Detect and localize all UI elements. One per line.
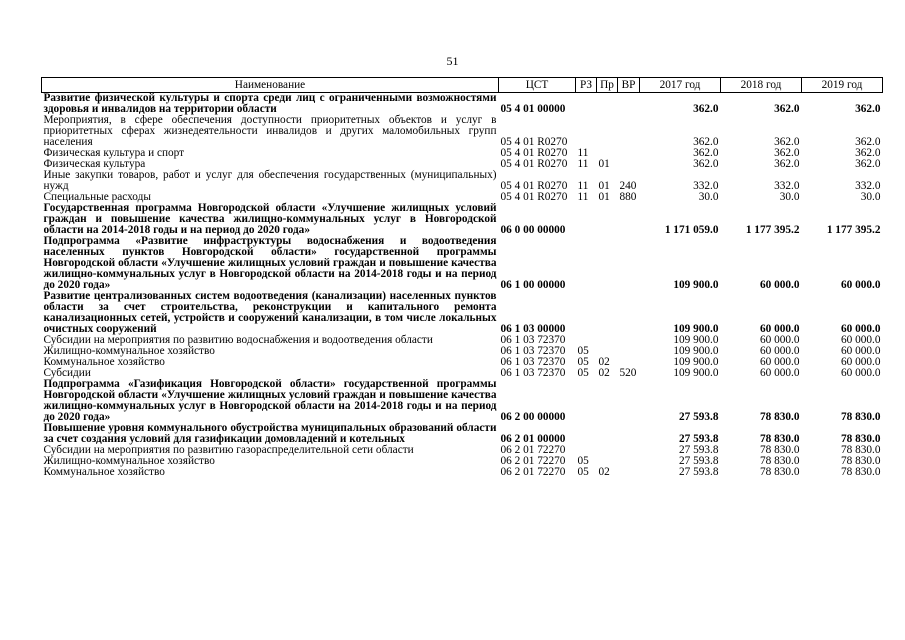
- row-2018: 78 830.0: [759, 433, 800, 445]
- row-2017: 1 171 059.0: [664, 224, 719, 236]
- row-cst: 05 4 01 R0270: [500, 158, 568, 170]
- row-name: Подпрограмма «Развитие инфраструктуры водоснабжения и водоотведения населенных пунктов Новгородской области» государственной программы Новгородской области «Улучшение жилищных условий граждан и повышение качества жилищно-коммунальных услуг в Новгородской области на 2014-2018 годы и на период до 2020 года»: [43, 235, 497, 291]
- row-cst: 06 1 03 72370: [500, 334, 566, 346]
- row-name: Подпрограмма «Газификация Новгородской области» государственной программы Новгородской области «Улучшение жилищных условий граждан и повышение качества жилищно-коммунальных услуг в Новгородской области на 2014-2018 годы и на период до 2020 года»: [43, 378, 497, 423]
- row-name: Физическая культура и спорт: [43, 147, 185, 159]
- row-rz: 05: [577, 466, 589, 478]
- budget-table: [41, 77, 883, 478]
- row-2017: 362.0: [693, 158, 719, 170]
- row-rz: [576, 115, 597, 148]
- row-2019: 60 000.0: [840, 323, 881, 335]
- row-rz: 11: [577, 180, 589, 192]
- row-rz: 11: [577, 191, 589, 203]
- table-row: [42, 236, 883, 291]
- row-2019: 30.0: [860, 191, 881, 203]
- row-cst: 06 1 03 00000: [500, 323, 566, 335]
- row-name: Субсидии на мероприятия по развитию газораспределительной сети области: [43, 444, 414, 456]
- row-2017: 109 900.0: [673, 345, 719, 357]
- row-cst: 06 1 00 00000: [500, 279, 566, 291]
- row-name: Иные закупки товаров, работ и услуг для обеспечения государственных (муниципальных) нужд: [43, 169, 497, 192]
- row-pr: 02: [598, 466, 610, 478]
- row-rz: 05: [577, 367, 589, 379]
- row-pr: 01: [598, 180, 610, 192]
- row-cst: 06 1 03 72370: [500, 345, 566, 357]
- row-2018: 60 000.0: [759, 323, 800, 335]
- table-row: [42, 456, 883, 467]
- row-name: Коммунальное хозяйство: [43, 466, 165, 478]
- row-name: Коммунальное хозяйство: [43, 356, 165, 368]
- row-2019: 78 830.0: [840, 466, 881, 478]
- row-cst: 06 0 00 00000: [500, 224, 566, 236]
- row-vr: [618, 379, 640, 423]
- row-2018: 362.0: [774, 103, 800, 115]
- row-2017: 109 900.0: [673, 367, 719, 379]
- header-name: Наименование: [42, 78, 499, 93]
- row-2017: 109 900.0: [673, 323, 719, 335]
- table-row: [42, 93, 883, 116]
- row-name: Развитие физической культуры и спорта среди лиц с ограниченными возможностями здоровья и инвалидов на территории области: [43, 92, 497, 115]
- row-2018: 78 830.0: [759, 466, 800, 478]
- row-name: Мероприятия, в сфере обеспечения доступности приоритетных объектов и услуг в приоритетных сферах жизнедеятельности инвалидов и других маломобильных групп населения: [43, 114, 497, 148]
- table-row: [42, 423, 883, 445]
- row-name: Жилищно-коммунальное хозяйство: [43, 345, 215, 357]
- row-2018: 362.0: [774, 158, 800, 170]
- row-2019: 332.0: [855, 180, 881, 192]
- row-name: Развитие централизованных систем водоотведения (канализации) населенных пунктов области за счет строительства, реконструкции и капитального ремонта канализационных сетей, устройств и сооружений канализации, в том числе локальных очистных сооружений: [43, 290, 497, 335]
- row-2019: 78 830.0: [840, 444, 881, 456]
- row-2019: 362.0: [855, 136, 881, 148]
- row-2018: 362.0: [774, 136, 800, 148]
- table-header-row: [42, 78, 883, 93]
- row-2019: 362.0: [855, 147, 881, 159]
- table-row: [42, 346, 883, 357]
- header-2019: 2019 год: [802, 78, 883, 93]
- row-2019: 60 000.0: [840, 367, 881, 379]
- row-vr: [618, 159, 640, 170]
- row-2017: 27 593.8: [678, 433, 719, 445]
- row-cst: 06 2 00 00000: [500, 411, 566, 423]
- row-cst: 06 1 03 72370: [500, 356, 566, 368]
- row-name: Специальные расходы: [43, 191, 151, 203]
- table-row: [42, 170, 883, 192]
- row-vr: [618, 203, 640, 236]
- row-2018: 60 000.0: [759, 367, 800, 379]
- row-pr: 02: [598, 367, 610, 379]
- row-rz: 11: [577, 147, 589, 159]
- table-row: [42, 148, 883, 159]
- row-pr: 02: [598, 356, 610, 368]
- row-2019: 60 000.0: [840, 279, 881, 291]
- row-vr: [618, 346, 640, 357]
- row-2018: 78 830.0: [759, 455, 800, 467]
- row-2019: 78 830.0: [840, 433, 881, 445]
- table-row: [42, 467, 883, 478]
- row-cst: 06 2 01 72270: [500, 455, 566, 467]
- row-cst: 05 4 01 R0270: [500, 180, 568, 192]
- row-cst: 06 2 01 00000: [500, 433, 566, 445]
- row-2018: 362.0: [774, 147, 800, 159]
- row-pr: [597, 93, 618, 116]
- row-pr: [597, 445, 618, 456]
- row-2019: 60 000.0: [840, 356, 881, 368]
- row-pr: [597, 379, 618, 423]
- row-2019: 362.0: [855, 158, 881, 170]
- row-2018: 332.0: [774, 180, 800, 192]
- row-pr: [597, 115, 618, 148]
- header-cst: ЦСТ: [499, 78, 576, 93]
- row-2017: 109 900.0: [673, 279, 719, 291]
- row-rz: 05: [577, 345, 589, 357]
- row-2019: 1 177 395.2: [826, 224, 881, 236]
- row-rz: [576, 203, 597, 236]
- row-2018: 78 830.0: [759, 444, 800, 456]
- header-pr: Пр: [597, 78, 618, 93]
- row-cst: 05 4 01 00000: [500, 103, 566, 115]
- row-2019: 60 000.0: [840, 334, 881, 346]
- row-2018: 30.0: [779, 191, 800, 203]
- row-2018: 78 830.0: [759, 411, 800, 423]
- row-rz: 05: [577, 356, 589, 368]
- row-2017: 109 900.0: [673, 334, 719, 346]
- row-rz: [576, 291, 597, 335]
- row-pr: [597, 203, 618, 236]
- row-pr: 01: [598, 191, 610, 203]
- row-name: Субсидии на мероприятия по развитию водоснабжения и водоотведения области: [43, 334, 433, 346]
- row-rz: [576, 93, 597, 116]
- row-vr: [618, 467, 640, 478]
- row-name: Физическая культура: [43, 158, 146, 170]
- row-vr: [618, 236, 640, 291]
- row-rz: [576, 379, 597, 423]
- row-2017: 332.0: [693, 180, 719, 192]
- row-name: Субсидии: [43, 367, 91, 379]
- row-vr: [618, 148, 640, 159]
- row-2017: 362.0: [693, 136, 719, 148]
- row-vr: [618, 445, 640, 456]
- table-row: [42, 357, 883, 368]
- row-2017: 109 900.0: [673, 356, 719, 368]
- row-vr: [618, 291, 640, 335]
- row-rz: [576, 236, 597, 291]
- row-cst: 06 2 01 72270: [500, 466, 566, 478]
- row-cst: 06 1 03 72370: [500, 367, 566, 379]
- row-2018: 1 177 395.2: [745, 224, 800, 236]
- page-number: 51: [446, 54, 459, 68]
- row-vr: 520: [619, 367, 637, 379]
- row-cst: 05 4 01 R0270: [500, 191, 568, 203]
- row-2017: 27 593.8: [678, 444, 719, 456]
- row-pr: [597, 236, 618, 291]
- row-cst: 05 4 01 R0270: [500, 136, 568, 148]
- row-2018: 60 000.0: [759, 356, 800, 368]
- row-2019: 362.0: [855, 103, 881, 115]
- row-2018: 60 000.0: [759, 345, 800, 357]
- row-pr: [597, 423, 618, 445]
- row-rz: [576, 423, 597, 445]
- row-cst: 06 2 01 72270: [500, 444, 566, 456]
- row-pr: [597, 291, 618, 335]
- row-2017: 30.0: [698, 191, 719, 203]
- row-name: Повышение уровня коммунального обустройства муниципальных образований области за счет создания условий для газификации домовладений и котельных: [43, 422, 497, 445]
- row-pr: 01: [598, 158, 610, 170]
- row-vr: [618, 456, 640, 467]
- header-vr: ВР: [618, 78, 640, 93]
- row-2018: 60 000.0: [759, 334, 800, 346]
- table-row: [42, 291, 883, 335]
- header-2018: 2018 год: [721, 78, 802, 93]
- row-2017: 362.0: [693, 103, 719, 115]
- row-vr: [618, 115, 640, 148]
- row-vr: [618, 93, 640, 116]
- row-vr: 880: [619, 191, 637, 203]
- row-vr: 240: [619, 180, 637, 192]
- row-2019: 78 830.0: [840, 411, 881, 423]
- header-2017: 2017 год: [640, 78, 721, 93]
- row-2017: 362.0: [693, 147, 719, 159]
- table-row: [42, 203, 883, 236]
- row-2017: 27 593.8: [678, 411, 719, 423]
- row-2018: 60 000.0: [759, 279, 800, 291]
- header-rz: РЗ: [576, 78, 597, 93]
- row-vr: [618, 335, 640, 346]
- row-2019: 60 000.0: [840, 345, 881, 357]
- row-2017: 27 593.8: [678, 466, 719, 478]
- row-2019: 78 830.0: [840, 455, 881, 467]
- row-pr: [597, 335, 618, 346]
- row-cst: 05 4 01 R0270: [500, 147, 568, 159]
- table-row: [42, 379, 883, 423]
- table-row: [42, 115, 883, 148]
- row-name: Государственная программа Новгородской области «Улучшение жилищных условий граждан и повышение качества жилищно-коммунальных услуг в Новгородской области на 2014-2018 годы и на период до 2020 года»: [43, 202, 497, 236]
- row-name: Жилищно-коммунальное хозяйство: [43, 455, 215, 467]
- row-rz: 11: [577, 158, 589, 170]
- row-2017: 27 593.8: [678, 455, 719, 467]
- row-rz: 05: [577, 455, 589, 467]
- row-vr: [618, 423, 640, 445]
